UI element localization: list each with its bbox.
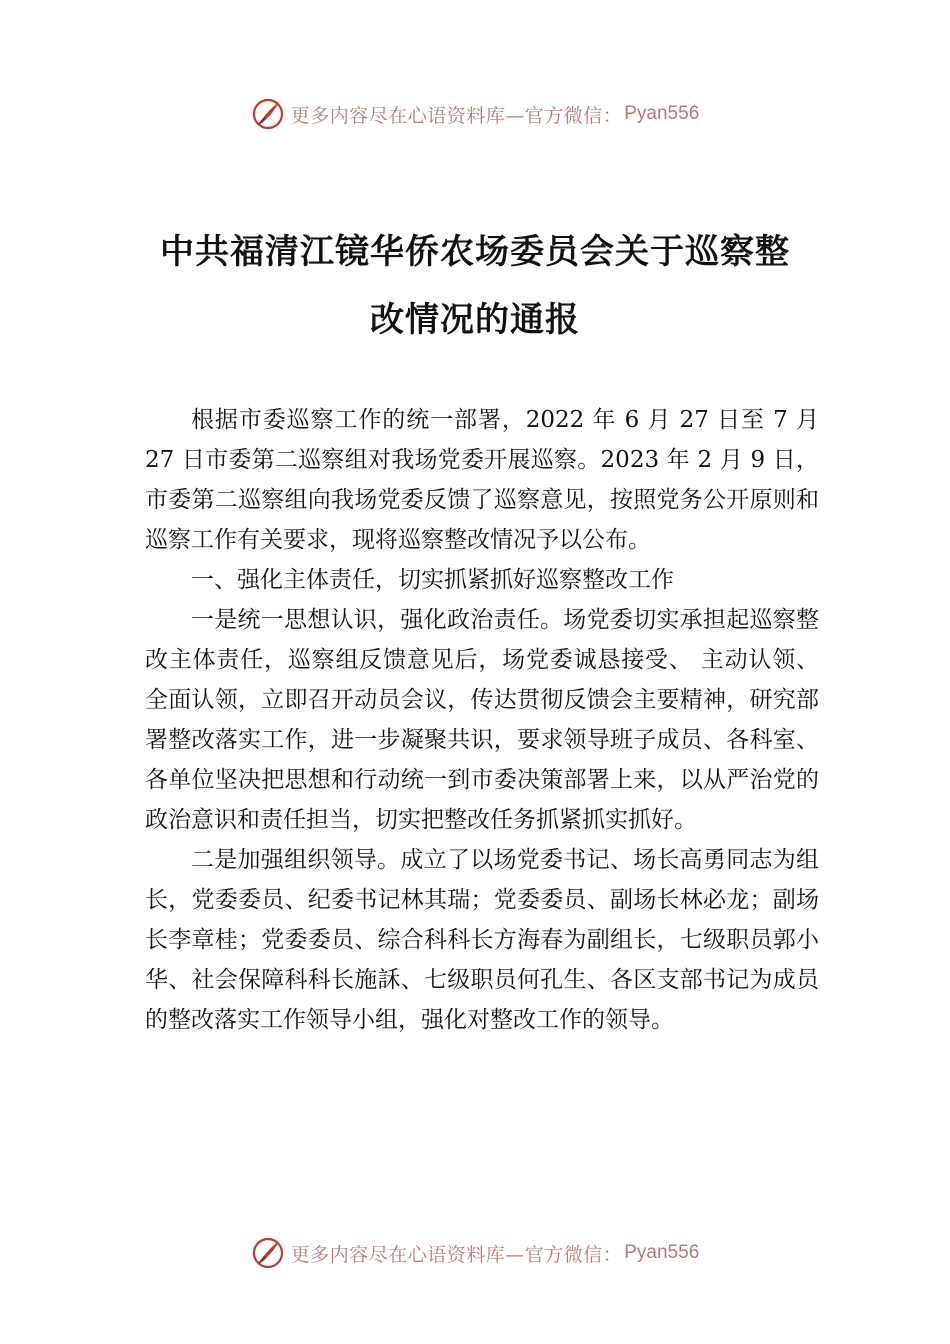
footer-watermark: [0, 1233, 950, 1273]
title-line-1: 中共福清江镜华侨农场委员会关于巡察整: [160, 232, 790, 272]
document-body: [145, 400, 819, 1040]
title-line-2: 改情况的通报: [370, 300, 580, 340]
quill-logo-icon: [251, 97, 285, 131]
section-heading-1: 一、强化主体责任，切实抓紧抓好巡察整改工作: [191, 567, 674, 593]
header-watermark: [0, 94, 950, 134]
document-title: [140, 218, 810, 354]
paragraph-point-1: 一是统一思想认识，强化政治责任。场党委切实承担起巡察整改主体责任，巡察组反馈意见后，场党委诚恳接受、 主动认领、全面认领，立即召开动员会议，传达贯彻反馈会主要精神，研究部署整改落实工作，进一步凝聚共识，要求领导班子成员、各科室、各单位坚决把思想和行动统一到市委决策部署上来，以从严治党的政治意识和责任担当，切实把整改任务抓紧抓实抓好。: [145, 607, 819, 833]
watermark-wechat-id: Pyan556: [624, 1242, 700, 1263]
watermark-text: 更多内容尽在心语资料库—官方微信：: [290, 104, 623, 127]
watermark-text: 更多内容尽在心语资料库—官方微信：: [290, 1243, 623, 1266]
paragraph-intro: 根据市委巡察工作的统一部署，2022 年 6 月 27 日至 7 月 27 日市委第二巡察组对我场党委开展巡察。2023 年 2 月 9 日，市委第二巡察组向我场党委反馈了巡察意见，按照党务公开原则和巡察工作有关要求，现将巡察整改情况予以公布。: [145, 407, 819, 553]
quill-logo-icon: [251, 1236, 285, 1270]
paragraph-point-2: 二是加强组织领导。成立了以场党委书记、场长高勇同志为组长，党委委员、纪委书记林其瑞；党委委员、副场长林必龙；副场长李章桂；党委委员、综合科科长方海春为副组长，七级职员郭小华、社会保障科科长施訸、七级职员何孔生、各区支部书记为成员的整改落实工作领导小组，强化对整改工作的领导。: [145, 847, 819, 1033]
watermark-wechat-id: Pyan556: [624, 103, 700, 124]
